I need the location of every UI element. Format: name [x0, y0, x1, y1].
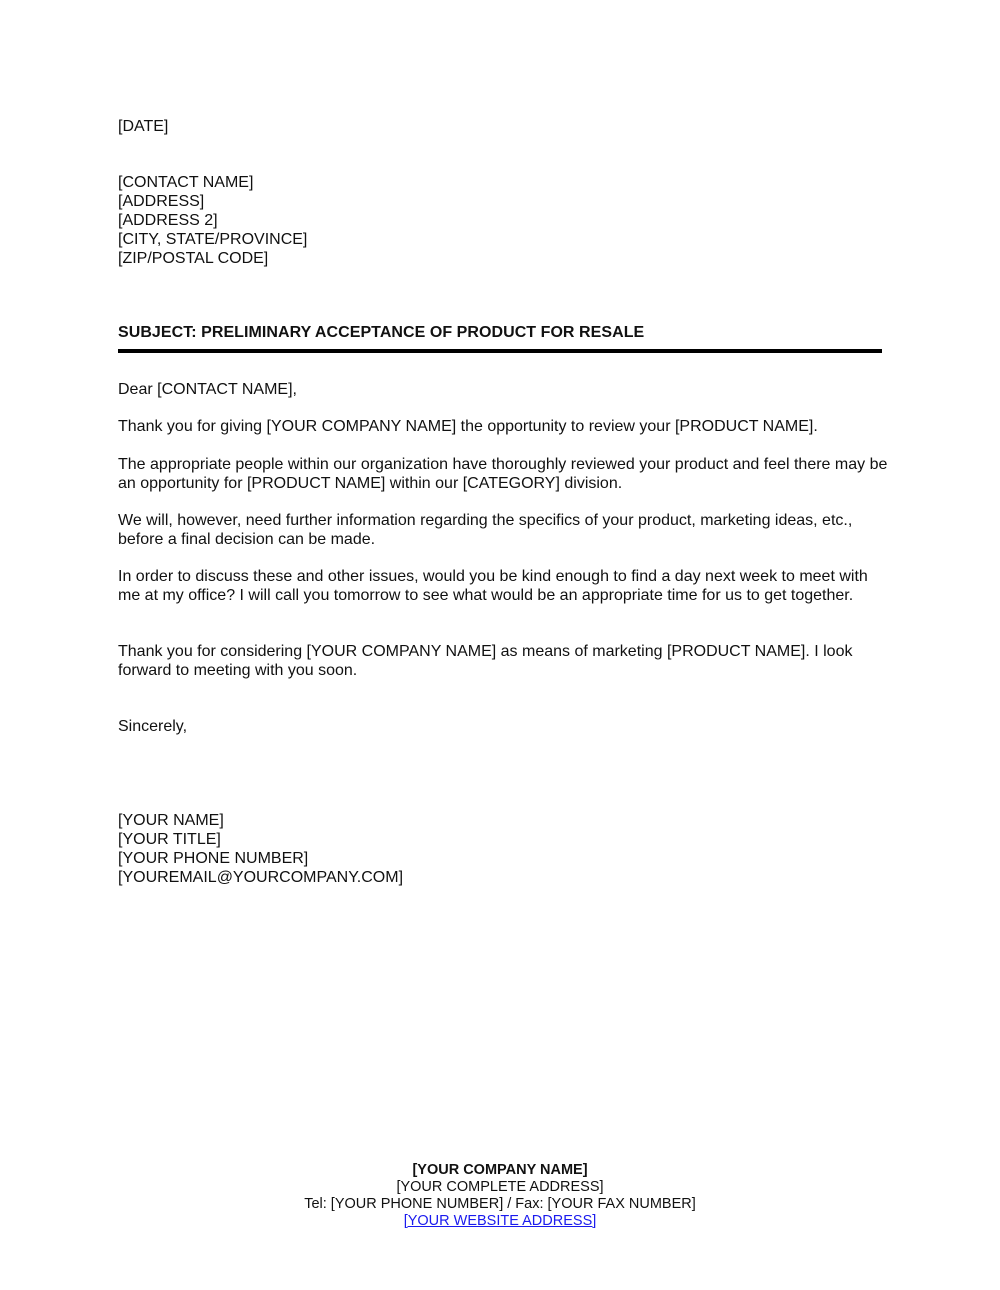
footer-address: [YOUR COMPLETE ADDRESS]: [396, 1179, 604, 1195]
letter-date: [DATE]: [118, 118, 169, 135]
closing: Sincerely,: [118, 718, 188, 735]
recipient-address-line-1: [ADDRESS]: [118, 193, 205, 210]
sender-title: [YOUR TITLE]: [118, 831, 221, 848]
recipient-postal-code: [ZIP/POSTAL CODE]: [118, 250, 269, 267]
salutation: Dear [CONTACT NAME],: [118, 381, 297, 398]
body-paragraph-1: Thank you for giving [YOUR COMPANY NAME] the opportunity to review your [PRODUCT NAME].: [118, 418, 818, 435]
signature-block: [118, 811, 403, 887]
recipient-address-block: [118, 173, 307, 268]
sender-phone: [YOUR PHONE NUMBER]: [118, 850, 309, 867]
letterhead-footer: [0, 1162, 1000, 1230]
sender-email: [YOUREMAIL@YOURCOMPANY.COM]: [118, 869, 404, 886]
body-paragraph-2: The appropriate people within our organization have thoroughly reviewed your product and feel there may be an opportunity for [PRODUCT NAME] within our [CATEGORY] division.: [118, 456, 888, 492]
subject-divider: [118, 349, 882, 353]
footer-contact: Tel: [YOUR PHONE NUMBER] / Fax: [YOUR FAX NUMBER]: [304, 1196, 696, 1212]
footer-website-link[interactable]: [YOUR WEBSITE ADDRESS]: [403, 1213, 597, 1229]
body-paragraph-5: Thank you for considering [YOUR COMPANY NAME] as means of marketing [PRODUCT NAME]. I look forward to meeting with you soon.: [118, 643, 853, 679]
recipient-address-line-2: [ADDRESS 2]: [118, 212, 218, 229]
body-paragraph-3: We will, however, need further information regarding the specifics of your product, marketing ideas, etc., before a final decision can be made.: [118, 512, 853, 548]
footer-company-name: [YOUR COMPANY NAME]: [412, 1162, 588, 1178]
sender-name: [YOUR NAME]: [118, 812, 224, 829]
recipient-name: [CONTACT NAME]: [118, 174, 254, 191]
subject-heading: SUBJECT: PRELIMINARY ACCEPTANCE OF PRODUCT FOR RESALE: [118, 324, 645, 341]
recipient-city-state: [CITY, STATE/PROVINCE]: [118, 231, 308, 248]
body-paragraph-4: In order to discuss these and other issues, would you be kind enough to find a day next week to meet with me at my office? I will call you tomorrow to see what would be an appropriate time for us to get together.: [118, 568, 868, 604]
